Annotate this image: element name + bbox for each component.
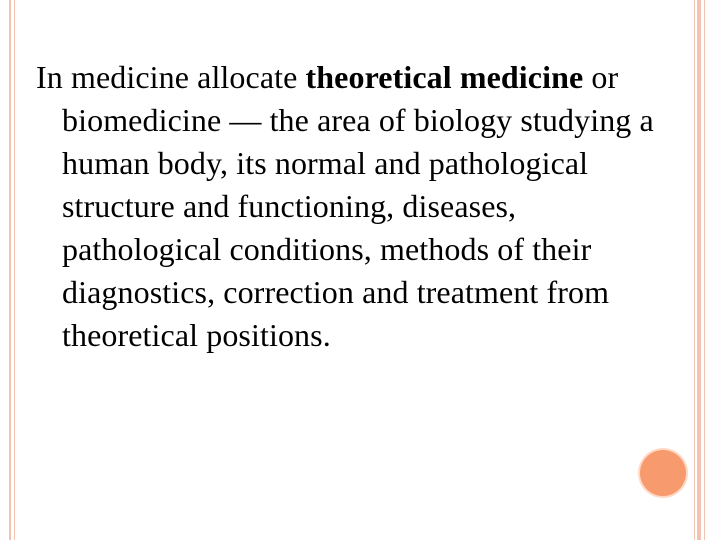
paragraph-rest: or biomedicine — the area of biology studying a human body, its normal and pathological structure and functioning, diseases, pathological conditions, methods of their diagnostics, correction and treatment from theoretical positions. — [62, 59, 654, 353]
paragraph-intro: In medicine allocate — [36, 59, 306, 95]
frame-stripe-left — [9, 0, 11, 540]
frame-stripe-right — [697, 0, 701, 540]
body-paragraph — [36, 56, 682, 357]
accent-circle-icon — [640, 450, 686, 496]
frame-stripe-right-thin — [694, 0, 695, 540]
frame-stripe-left-thin — [14, 0, 15, 540]
paragraph-bold-term: theoretical medicine — [305, 59, 584, 95]
frame-stripe-right-outer — [704, 0, 705, 540]
